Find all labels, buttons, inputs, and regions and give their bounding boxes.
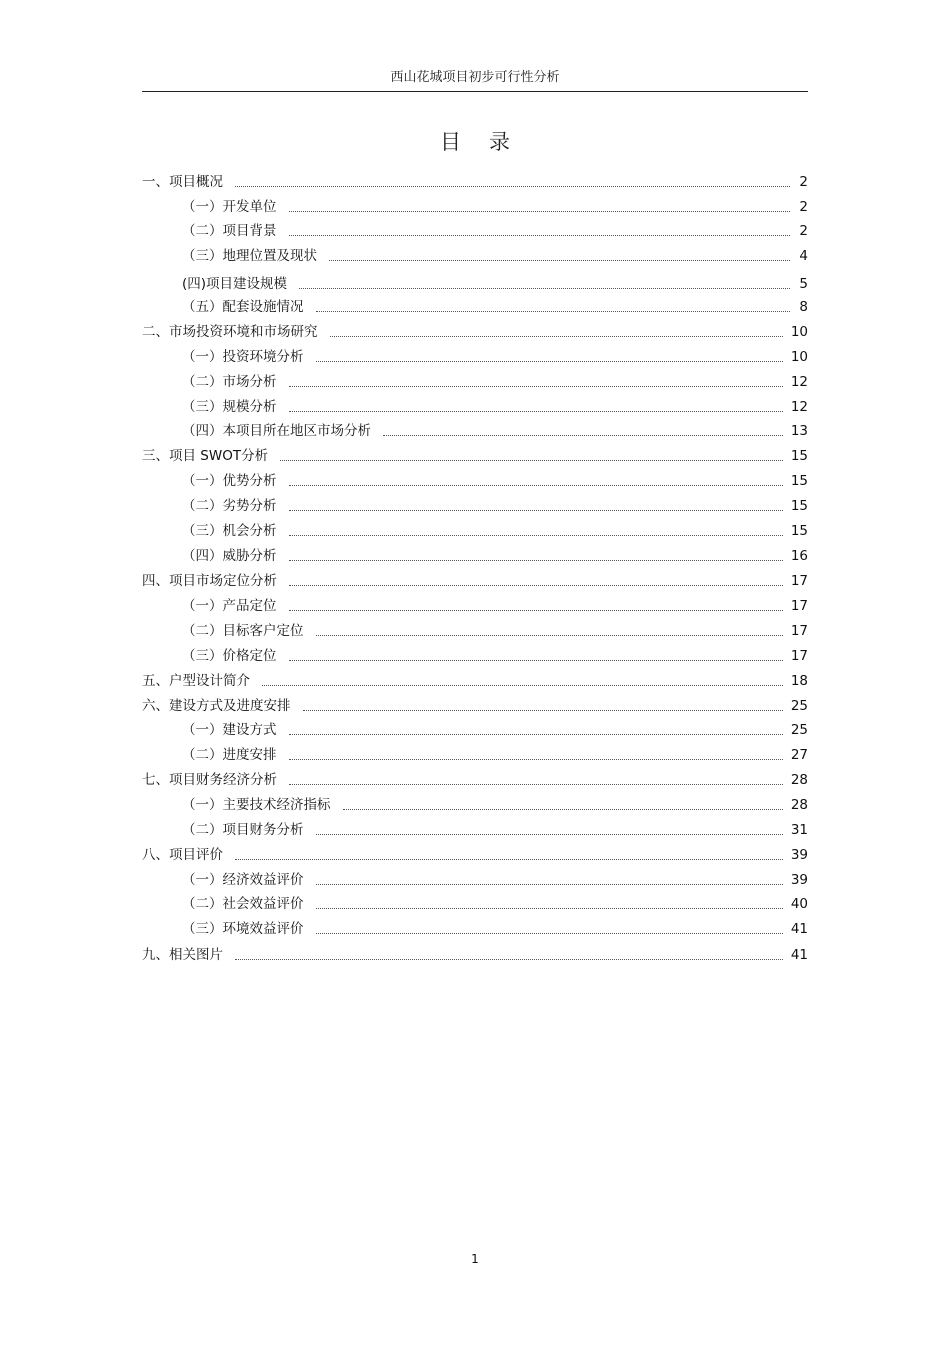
toc-entry-label: （一）开发单位 xyxy=(182,199,277,215)
toc-dot-leader xyxy=(343,809,783,810)
toc-entry-page: 28 xyxy=(790,772,808,788)
toc-dot-leader xyxy=(289,535,783,536)
header-divider xyxy=(142,91,808,92)
toc-entry-page: 10 xyxy=(790,349,808,365)
toc-entry-page: 13 xyxy=(790,423,808,439)
toc-entry-page: 28 xyxy=(790,797,808,813)
toc-entry-page: 31 xyxy=(790,822,808,838)
toc-dot-leader xyxy=(289,211,791,212)
toc-entry[interactable] xyxy=(182,889,808,913)
toc-entry-page: 27 xyxy=(790,747,808,763)
toc-entry-label: （二）项目背景 xyxy=(182,223,277,239)
toc-entry-page: 10 xyxy=(790,324,808,340)
toc-entry-page: 15 xyxy=(790,448,808,464)
toc-dot-leader xyxy=(316,311,791,312)
toc-entry-label: （四）本项目所在地区市场分析 xyxy=(182,423,371,439)
toc-entry-page: 2 xyxy=(799,199,808,215)
toc-entry-label: （一）建设方式 xyxy=(182,722,277,738)
toc-entry-page: 39 xyxy=(790,847,808,863)
toc-entry-label: 三、项目 SWOT分析 xyxy=(142,448,269,464)
toc-dot-leader xyxy=(289,585,783,586)
toc-dot-leader xyxy=(316,884,783,885)
toc-dot-leader xyxy=(316,908,783,909)
toc-entry-label: 六、建设方式及进度安排 xyxy=(142,698,291,714)
toc-entry-page: 15 xyxy=(790,523,808,539)
toc-entry[interactable] xyxy=(182,715,808,739)
toc-entry[interactable] xyxy=(182,740,808,764)
toc-entry-label: （三）规模分析 xyxy=(182,399,277,415)
toc-entry-label: 五、户型设计简介 xyxy=(142,673,250,689)
toc-entry[interactable] xyxy=(182,541,808,565)
toc-entry[interactable] xyxy=(182,466,808,490)
toc-dot-leader xyxy=(289,784,783,785)
toc-entry-label: （三）地理位置及现状 xyxy=(182,248,317,264)
toc-entry[interactable] xyxy=(182,241,808,265)
toc-entry[interactable] xyxy=(182,416,808,440)
toc-entry[interactable] xyxy=(142,317,808,341)
toc-entry-page: 17 xyxy=(790,598,808,614)
toc-dot-leader xyxy=(235,859,783,860)
toc-entry-label: （一）优势分析 xyxy=(182,473,277,489)
toc-entry[interactable] xyxy=(182,591,808,615)
toc-entry[interactable] xyxy=(182,815,808,839)
toc-entry-label: （五）配套设施情况 xyxy=(182,299,304,315)
toc-entry-label: 八、项目评价 xyxy=(142,847,223,863)
toc-dot-leader xyxy=(289,660,783,661)
toc-entry[interactable] xyxy=(142,666,808,690)
toc-dot-leader xyxy=(289,560,783,561)
toc-entry-page: 41 xyxy=(790,947,808,963)
toc-entry[interactable] xyxy=(182,292,808,316)
toc-entry[interactable] xyxy=(142,691,808,715)
toc-entry[interactable] xyxy=(142,566,808,590)
toc-entry-page: 40 xyxy=(790,896,808,912)
document-title: 西山花城项目初步可行性分析 xyxy=(390,70,560,85)
toc-entry-label: （四）威胁分析 xyxy=(182,548,277,564)
toc-entry-label: 一、项目概况 xyxy=(142,174,223,190)
toc-entry-label: （三）环境效益评价 xyxy=(182,921,304,937)
toc-entry-page: 17 xyxy=(790,623,808,639)
toc-dot-leader xyxy=(289,734,783,735)
toc-dot-leader xyxy=(280,460,783,461)
toc-entry[interactable] xyxy=(182,616,808,640)
toc-dot-leader xyxy=(299,288,790,289)
toc-entry-label: （二）市场分析 xyxy=(182,374,277,390)
toc-entry[interactable] xyxy=(182,216,808,240)
toc-entry-label: 四、项目市场定位分析 xyxy=(142,573,277,589)
toc-entry[interactable] xyxy=(182,790,808,814)
toc-entry-page: 25 xyxy=(790,698,808,714)
toc-entry-label: （一）投资环境分析 xyxy=(182,349,304,365)
toc-dot-leader xyxy=(289,510,783,511)
toc-entry-page: 12 xyxy=(790,399,808,415)
toc-entry-page: 15 xyxy=(790,473,808,489)
toc-entry[interactable] xyxy=(182,342,808,366)
toc-entry-page: 4 xyxy=(799,248,808,264)
toc-entry-page: 39 xyxy=(790,872,808,888)
toc-entry-label: （一）主要技术经济指标 xyxy=(182,797,331,813)
toc-dot-leader xyxy=(303,710,783,711)
toc-dot-leader xyxy=(289,759,783,760)
toc-entry-label: 二、市场投资环境和市场研究 xyxy=(142,324,318,340)
toc-entry[interactable] xyxy=(142,765,808,789)
toc-entry-label: （一）产品定位 xyxy=(182,598,277,614)
toc-dot-leader xyxy=(289,235,791,236)
toc-entry[interactable] xyxy=(182,192,808,216)
toc-entry[interactable] xyxy=(182,269,808,293)
toc-entry-page: 2 xyxy=(799,174,808,190)
toc-entry-label: （二）社会效益评价 xyxy=(182,896,304,912)
toc-entry-page: 17 xyxy=(790,573,808,589)
toc-entry-page: 15 xyxy=(790,498,808,514)
toc-entry[interactable] xyxy=(182,865,808,889)
toc-entry-label: （三）机会分析 xyxy=(182,523,277,539)
toc-entry-page: 12 xyxy=(790,374,808,390)
toc-entry[interactable] xyxy=(142,167,808,191)
toc-dot-leader xyxy=(316,635,783,636)
toc-dot-leader xyxy=(289,485,783,486)
toc-dot-leader xyxy=(289,610,783,611)
toc-dot-leader xyxy=(316,933,783,934)
toc-entry-page: 8 xyxy=(799,299,808,315)
toc-entry-page: 17 xyxy=(790,648,808,664)
toc-entry[interactable] xyxy=(182,641,808,665)
toc-entry[interactable] xyxy=(142,940,808,964)
toc-entry-label: （三）价格定位 xyxy=(182,648,277,664)
toc-dot-leader xyxy=(316,361,783,362)
toc-entry-label: (四)项目建设规模 xyxy=(182,276,288,292)
toc-entry-label: （二）劣势分析 xyxy=(182,498,277,514)
toc-entry-page: 25 xyxy=(790,722,808,738)
toc-entry[interactable] xyxy=(182,491,808,515)
toc-entry[interactable] xyxy=(142,441,808,465)
toc-entry-page: 41 xyxy=(790,921,808,937)
toc-dot-leader xyxy=(235,959,783,960)
toc-entry-page: 2 xyxy=(799,223,808,239)
toc-entry-label: （二）目标客户定位 xyxy=(182,623,304,639)
toc-entry-label: （二）项目财务分析 xyxy=(182,822,304,838)
toc-entry-page: 5 xyxy=(799,276,808,292)
toc-dot-leader xyxy=(235,186,790,187)
toc-dot-leader xyxy=(329,260,790,261)
toc-dot-leader xyxy=(330,336,783,337)
toc-entry-page: 16 xyxy=(790,548,808,564)
toc-title: 目录 xyxy=(440,130,538,154)
toc-dot-leader xyxy=(383,435,783,436)
toc-entry-label: 七、项目财务经济分析 xyxy=(142,772,277,788)
toc-dot-leader xyxy=(262,685,783,686)
toc-entry[interactable] xyxy=(182,516,808,540)
page-number: 1 xyxy=(471,1252,479,1266)
toc-entry[interactable] xyxy=(182,914,808,938)
toc-entry-label: （一）经济效益评价 xyxy=(182,872,304,888)
toc-entry[interactable] xyxy=(182,392,808,416)
toc-entry-label: （二）进度安排 xyxy=(182,747,277,763)
toc-entry[interactable] xyxy=(182,367,808,391)
toc-dot-leader xyxy=(316,834,783,835)
toc-entry[interactable] xyxy=(142,840,808,864)
toc-dot-leader xyxy=(289,386,783,387)
toc-entry-label: 九、相关图片 xyxy=(142,947,223,963)
toc-entry-page: 18 xyxy=(790,673,808,689)
toc-dot-leader xyxy=(289,411,783,412)
